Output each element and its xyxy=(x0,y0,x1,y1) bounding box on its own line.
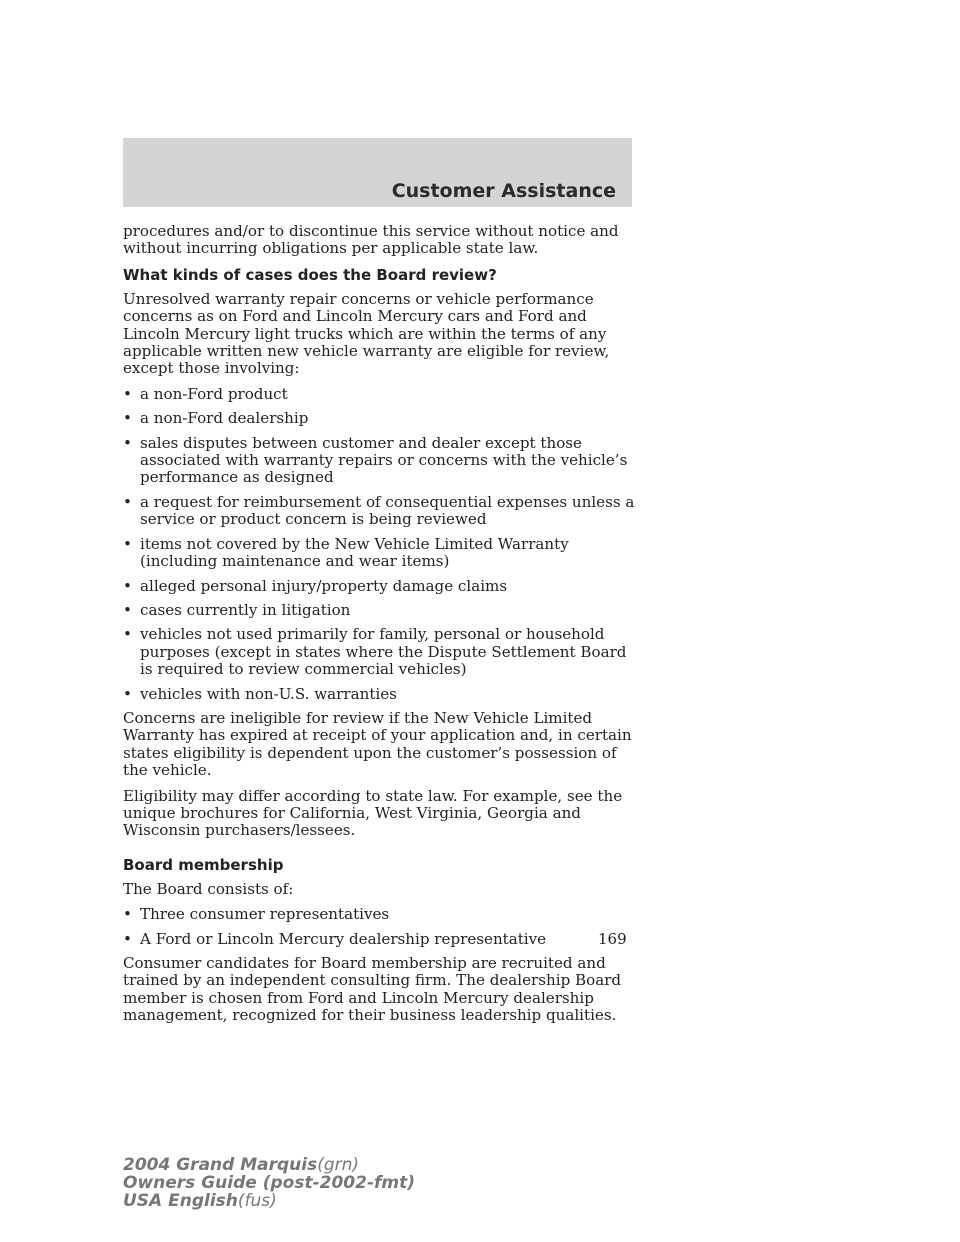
intro-paragraph: procedures and/or to discontinue this service without notice and without incurring obligations per applicable state law. xyxy=(123,222,619,258)
state-law-paragraph: Eligibility may differ according to state law. For example, see the unique brochures for California, West Virginia, Georgia and Wisconsin purchasers/lessees. xyxy=(123,786,623,840)
list-item xyxy=(123,494,638,529)
footer-line-model xyxy=(123,1156,415,1174)
bullet-icon: • xyxy=(123,905,132,924)
list-item xyxy=(123,386,638,403)
list-item-text: Three consumer representatives xyxy=(140,905,390,924)
page-number: 169 xyxy=(598,930,627,948)
bullet-icon: • xyxy=(123,409,132,428)
bullet-icon: • xyxy=(123,433,132,452)
list-item xyxy=(123,536,638,571)
section-heading-board-membership: Board membership xyxy=(123,855,284,874)
document-footer xyxy=(123,1156,415,1210)
section-header-band xyxy=(123,138,632,207)
list-item-text: a non-Ford product xyxy=(140,384,288,403)
eligibility-paragraph: Unresolved warranty repair concerns or vehicle performance concerns as on Ford and Lincoln Mercury cars and Ford and Lincoln Mercury light trucks which are within the terms of any applicable written new vehicle warranty are eligible for review, except those involving: xyxy=(123,289,610,378)
bullet-icon: • xyxy=(123,534,132,553)
list-item-text: a non-Ford dealership xyxy=(140,409,309,428)
bullet-icon: • xyxy=(123,625,132,644)
board-consists-paragraph: The Board consists of: xyxy=(123,879,294,898)
list-item-text: A Ford or Lincoln Mercury dealership representative xyxy=(140,929,547,948)
footer-model-code: (grn) xyxy=(317,1155,360,1175)
consumer-candidates-paragraph: Consumer candidates for Board membership are recruited and trained by an independent consulting firm. The dealership Board member is chosen from Ford and Lincoln Mercury dealership management, recognized for their business leadership qualities. xyxy=(123,954,622,1025)
list-item-text: sales disputes between customer and dealer except those associated with warranty repairs or concerns with the vehicle’s performance as designed xyxy=(140,433,628,487)
list-item xyxy=(123,906,638,923)
exclusions-list xyxy=(123,386,638,703)
list-item-text: vehicles with non-U.S. warranties xyxy=(140,684,397,703)
list-item xyxy=(123,626,638,678)
membership-list xyxy=(123,906,638,948)
list-item xyxy=(123,602,638,619)
bullet-icon: • xyxy=(123,384,132,403)
section-title: Customer Assistance xyxy=(391,180,616,202)
page-content xyxy=(123,223,638,1033)
list-item xyxy=(123,410,638,427)
bullet-icon: • xyxy=(123,492,132,511)
bullet-icon: • xyxy=(123,576,132,595)
bullet-icon: • xyxy=(123,684,132,703)
list-item-text: a request for reimbursement of consequential expenses unless a service or product concern is being reviewed xyxy=(140,492,635,529)
list-item xyxy=(123,435,638,487)
list-item-text: cases currently in litigation xyxy=(140,600,351,619)
list-item xyxy=(123,931,638,948)
ineligible-paragraph: Concerns are ineligible for review if the New Vehicle Limited Warranty has expired at receipt of your application and, in certain states eligibility is dependent upon the customer’s possession of the vehicle. xyxy=(123,708,632,780)
bullet-icon: • xyxy=(123,600,132,619)
section-heading-board-review: What kinds of cases does the Board review? xyxy=(123,265,497,284)
list-item-text: items not covered by the New Vehicle Limited Warranty (including maintenance and wear items) xyxy=(140,534,569,571)
footer-line-guide: Owners Guide (post-2002-fmt) xyxy=(123,1173,416,1193)
list-item xyxy=(123,686,638,703)
footer-language-code: (fus) xyxy=(237,1191,277,1211)
list-item-text: vehicles not used primarily for family, personal or household purposes (except in states where the Dispute Settlement Board is required to review commercial vehicles) xyxy=(140,625,627,679)
footer-model-name: 2004 Grand Marquis xyxy=(123,1155,318,1175)
footer-line-language xyxy=(123,1192,415,1210)
list-item xyxy=(123,578,638,595)
list-item-text: alleged personal injury/property damage claims xyxy=(140,576,508,595)
bullet-icon: • xyxy=(123,929,132,948)
footer-language-name: USA English xyxy=(123,1191,238,1211)
